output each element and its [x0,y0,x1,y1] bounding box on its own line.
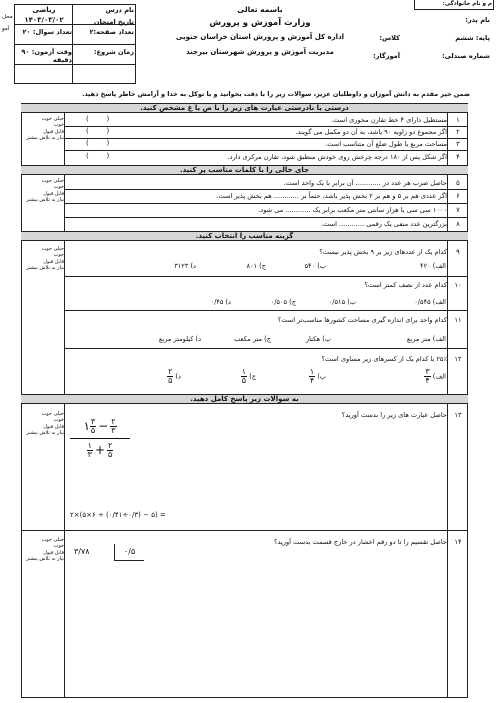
ministry-title: وزارت آموزش و پرورش [209,18,311,28]
q14-number: ۱۴ [454,538,462,546]
left-edge-top: محل [2,14,13,20]
class-label: کلاس: [379,34,400,42]
section-full-answer-title: به سوالات زیر پاسخ کامل دهید. [21,394,468,404]
q8-number: ۸ [456,220,460,228]
q9-option-b[interactable]: ب) ۵۴۰ [304,262,326,270]
q6-text: اگر عددی هم بر ۵ و هم بر ۲ بخش پذیر باشد، حتماً بر ............ هم بخش پذیر است. [216,192,447,200]
q11-option-b[interactable]: ب) هکتار [305,335,331,343]
q10-option-b[interactable]: ب) ۰/۵۱۵ [328,298,356,306]
q12-option-c[interactable]: ج) $\frac{۱}{۵}$ [241,367,256,385]
q14-division-bar-horizontal [114,560,144,561]
q11-number: ۱۱ [454,316,462,324]
teacher-label: آموزگار: [372,52,400,60]
grade-box-2: خیلی خوب خوب قابل قبول نیاز به تلاش بیشتر [26,178,64,203]
q13-text: حاصل عبارت های زیر را بدست آورید؟ [341,411,447,419]
q12-option-d[interactable]: د) $\frac{۲}{۵}$ [168,367,181,385]
q14-division-divisor: ۰/۵ [124,547,136,556]
q14-text: حاصل تقسیم را تا دو رقم اعشار در خارج قسمت بدست آورید؟ [274,538,447,546]
city-office: مدیریت آموزش و پرورش شهرستان بیرجند [186,48,334,56]
q6-number: ۶ [456,192,460,200]
section-fill-blank-title: جای خالی را با کلمات مناسب پر کنید. [21,165,468,175]
q12-number: ۱۲ [454,355,462,363]
course-value: ریاضی [32,6,56,14]
grade-column-divider [64,113,65,698]
q10-option-c[interactable]: ج) ۰/۵۰۵ [270,298,296,306]
q12-option-a[interactable]: الف) $\frac{۳}{۴}$ [425,367,446,385]
grade-box-5: خیلی خوب خوب قابل قبول نیاز به تلاش بیشتر [26,537,64,562]
q5-number: ۵ [456,179,460,187]
q9-option-a[interactable]: الف) ۴۲۰ [420,262,446,270]
q7-number: ۷ [456,206,460,214]
q11-option-a[interactable]: الف) متر مربع [406,335,446,343]
basmala: باسمه تعالی [237,5,283,14]
date-label: تاریخ امتحان [93,18,134,26]
q12-text: ۲۵٪ با کدام یک از کسرهای زیر مساوی است؟ [321,355,447,363]
intro-text: ضمن خیر مقدم به دانش آموزان و داوطلبان عزیز، سوالات زیر را با دقت بخوانید و با توکل به خدا و آرامش خاطر پاسخ دهید. [81,90,470,98]
father-name-label: نام پدر: [465,16,490,24]
q2-number: ۲ [456,128,460,136]
date-value: ۱۴۰۳/۰۳/۰۲ [24,16,64,24]
q10-text: کدام عدد از نصف کمتر است؟ [364,281,447,289]
duration-label: وقت آزمون: ۹۰ دقیقه [21,48,72,65]
seat-number-label: شماره صندلی: [441,52,490,60]
q13-expression-1: ۱ $\frac{۳}{۵}$ − $\frac{۲}{۳}$ $\frac{۱}{۳}$ + $\frac{۲}{۵}$ [70,418,130,508]
q4-answer-box[interactable]: ( ) [86,152,110,160]
q1-answer-box[interactable]: ( ) [86,115,110,123]
q13-number: ۱۳ [454,411,462,419]
q10-option-a[interactable]: الف) ۰/۵۴۵ [414,298,446,306]
q3-text: مساحت مربع با طول ضلع آن متناسب است. [325,140,447,148]
q9-text: کدام یک از عددهای زیر بر ۹ بخش پذیر نیست؟ [319,248,447,256]
q9-number: ۹ [456,248,460,256]
grade-level-label: پایه: ششم [455,34,490,42]
start-label: زمان شروع: [93,48,134,56]
section-true-false-title: درستی یا نادرستی عبارت های زیر را با ص یا غ مشخص کنید. [21,103,468,113]
grade-box-3: خیلی خوب خوب قابل قبول نیاز به تلاش بیشتر [26,246,64,271]
q11-option-c[interactable]: ج) متر مکعب [233,335,271,343]
grade-box-1: خیلی خوب خوب قابل قبول نیاز به تلاش بیشتر [26,116,64,141]
q7-text: ۱۰۰۰ سی سی یا هزار سانتی متر مکعب برابر یک ............ می شود. [258,206,447,214]
pages-label: تعداد صفحه:۲ [89,28,134,36]
q5-text: حاصل ضرب هر عدد در ............ آن برابر با یک واحد است. [283,179,447,187]
section-multiple-choice-title: گزینه مناسب را انتخاب کنید. [21,231,468,241]
q11-option-d[interactable]: د) کیلومتر مربع [158,335,201,343]
q14-division-dividend: ۳/۷۸ [74,547,90,556]
q10-option-d[interactable]: د) ۰/۴۵ [210,298,231,306]
q8-text: بزرگترین عدد منفی یک رقمی ............ است. [321,220,447,228]
q9-option-c[interactable]: ج) ۸۰۱ [246,262,266,270]
grade-box-4: خیلی خوب خوب قابل قبول نیاز به تلاش بیشتر [26,411,64,436]
questions-label: تعداد سوال: ۲۰ [22,28,72,36]
q10-number: ۱۰ [454,281,462,289]
student-name-label: م و نام خانوادگی: [442,1,492,7]
q3-answer-box[interactable]: ( ) [86,139,110,147]
q2-text: اگر مجموع دو زاویه ۹۰ باشد، به آن دو مکمل می گویند. [295,128,447,136]
course-label: نام درس [105,6,134,14]
left-edge-bottom: آمو [2,26,10,32]
q12-option-b[interactable]: ب) $\frac{۱}{۴}$ [309,367,326,385]
q13-expression-2: ۲×(۵×۶ ÷ (۰/۴۱÷۰/۳) − ۵) = [70,511,166,519]
q11-text: کدام واحد برای اندازه گیری مساحت کشورها مناسب‌تر است؟ [277,316,447,324]
province-office: اداره کل آموزش و پرورش استان خراسان جنوبی [175,33,345,41]
q9-option-d[interactable]: د) ۳۱۲۳ [174,262,196,270]
q14-division-bar-vertical [114,544,115,560]
q1-number: ۱ [456,116,460,124]
q3-number: ۳ [456,140,460,148]
q4-text: اگر شکل پس از ۱۸۰ درجه چرخش روی خودش منطبق شود، تقارن مرکزی دارد. [227,153,447,161]
q4-number: ۴ [456,153,460,161]
q2-answer-box[interactable]: ( ) [86,127,110,135]
q1-text: مستطیل دارای ۴ خط تقارن محوری است. [331,116,447,124]
